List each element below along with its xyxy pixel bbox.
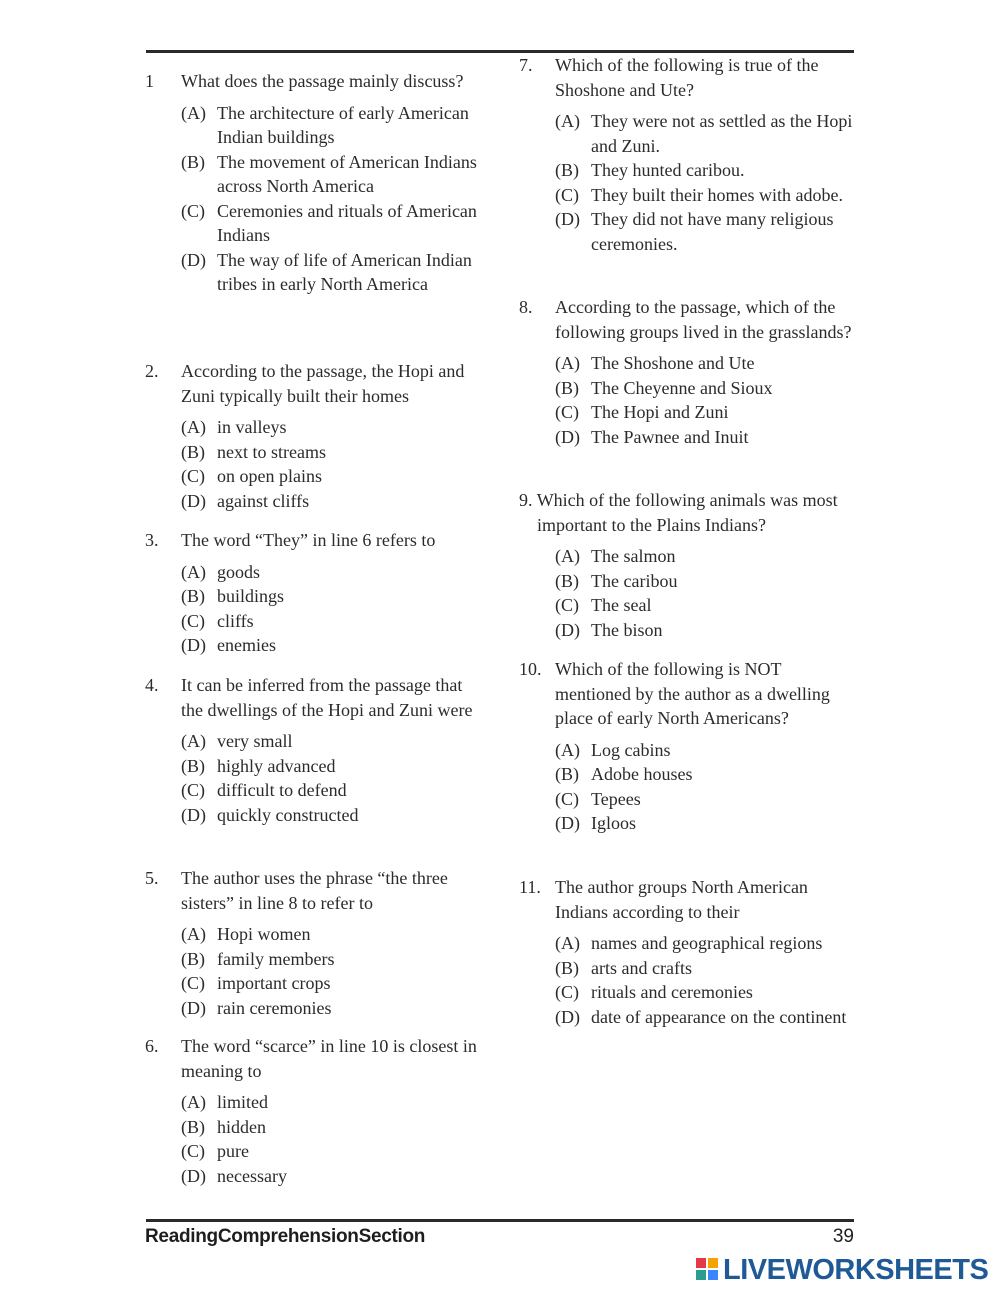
- logo-tile: [696, 1258, 706, 1268]
- question-number: 1: [145, 71, 154, 91]
- answer-option-b[interactable]: (B) The Cheyenne and Sioux: [555, 377, 773, 398]
- answer-option-d[interactable]: (D) The bison: [555, 619, 663, 640]
- question-number: 3.: [145, 530, 159, 550]
- question-text: According to the passage, which of the following groups lived in the grasslands?: [555, 297, 852, 342]
- question-text: The word “They” in line 6 refers to: [181, 530, 436, 550]
- question-3: [145, 528, 485, 658]
- answer-option-c[interactable]: (C) The Hopi and Zuni: [555, 402, 729, 422]
- answer-option-b[interactable]: (B) The caribou: [555, 570, 678, 591]
- question-1: [145, 69, 485, 297]
- answer-option-b[interactable]: (B) The movement of American Indians across North America: [181, 151, 477, 196]
- question-text: The author uses the phrase “the three sisters” in line 8 to refer to: [181, 868, 448, 913]
- answer-option-c[interactable]: (C) rituals and ceremonies: [555, 982, 753, 1002]
- answer-option-a[interactable]: (A) limited: [181, 1092, 268, 1112]
- question-number: 11.: [519, 877, 541, 897]
- answer-option-a[interactable]: (A) Hopi women: [181, 924, 311, 944]
- answer-option-a[interactable]: (A) Log cabins: [555, 739, 671, 760]
- question-number: 10.: [519, 659, 542, 679]
- answer-option-a[interactable]: (A) very small: [181, 731, 293, 751]
- bottom-rule: [146, 1219, 854, 1222]
- question-number: 8.: [519, 297, 533, 317]
- watermark-text: LIVEWORKSHEETS: [723, 1253, 989, 1286]
- answer-option-d[interactable]: (D) enemies: [181, 635, 276, 655]
- logo-tile: [696, 1270, 706, 1280]
- answer-option-b[interactable]: (B) buildings: [181, 586, 285, 606]
- answer-option-c[interactable]: (C) cliffs: [181, 610, 254, 631]
- question-text: The word “scarce” in line 10 is closest in meaning to: [181, 1036, 477, 1081]
- question-text: Which of the following is NOT mentioned by the author as a dwelling place of early North Americans?: [555, 659, 830, 728]
- answer-option-c[interactable]: (C) Ceremonies and rituals of American Indians: [181, 200, 477, 245]
- answer-option-a[interactable]: (A) The Shoshone and Ute: [555, 353, 755, 373]
- question-text: The author groups North American Indians according to their: [555, 877, 808, 922]
- answer-option-b[interactable]: (B) hidden: [181, 1116, 266, 1137]
- question-10: [519, 657, 859, 836]
- answer-option-b[interactable]: (B) next to streams: [181, 441, 326, 462]
- question-number: 9.: [519, 490, 533, 510]
- answer-option-d[interactable]: (D) date of appearance on the continent: [555, 1006, 847, 1027]
- question-7: [519, 53, 859, 256]
- answer-option-d[interactable]: (D) Igloos: [555, 813, 636, 833]
- answer-option-a[interactable]: (A) goods: [181, 561, 261, 582]
- answer-option-d[interactable]: (D) They did not have many religious ceremonies.: [555, 209, 834, 254]
- answer-option-c[interactable]: (C) They built their homes with adobe.: [555, 184, 843, 205]
- answer-option-b[interactable]: (B) family members: [181, 948, 335, 969]
- question-number: 7.: [519, 55, 533, 75]
- logo-tile: [708, 1258, 718, 1268]
- answer-option-b[interactable]: (B) They hunted caribou.: [555, 160, 745, 180]
- liveworksheets-watermark: [696, 1255, 988, 1285]
- answer-option-d[interactable]: (D) rain ceremonies: [181, 997, 332, 1018]
- answer-option-a[interactable]: (A) in valleys: [181, 417, 287, 437]
- question-number: 5.: [145, 868, 159, 888]
- question-11: [519, 875, 859, 1029]
- answer-option-a[interactable]: (A) They were not as settled as the Hopi and Zuni.: [555, 111, 853, 156]
- footer-section-title: ReadingComprehensionSection: [145, 1226, 426, 1247]
- answer-option-b[interactable]: (B) Adobe houses: [555, 764, 693, 784]
- answer-option-b[interactable]: (B) arts and crafts: [555, 957, 692, 978]
- question-text: Which of the following is true of the Shoshone and Ute?: [555, 55, 819, 100]
- answer-option-a[interactable]: (A) names and geographical regions: [555, 933, 823, 953]
- answer-option-d[interactable]: (D) quickly constructed: [181, 804, 359, 825]
- page-number: 39: [832, 1226, 854, 1247]
- question-4: [145, 673, 485, 827]
- answer-option-a[interactable]: (A) The salmon: [555, 546, 676, 566]
- question-text: According to the passage, the Hopi and Zuni typically built their homes: [181, 361, 465, 406]
- question-5: [145, 866, 485, 1020]
- logo-tile: [708, 1270, 718, 1280]
- answer-option-c[interactable]: (C) important crops: [181, 973, 331, 993]
- question-text: What does the passage mainly discuss?: [181, 71, 464, 91]
- liveworksheets-logo-icon: [696, 1258, 720, 1282]
- answer-option-c[interactable]: (C) pure: [181, 1141, 249, 1161]
- answer-option-c[interactable]: (C) difficult to defend: [181, 780, 347, 800]
- question-number: 2.: [145, 361, 159, 381]
- answer-option-c[interactable]: (C) Tepees: [555, 788, 641, 809]
- question-9: [519, 488, 859, 642]
- question-text: Which of the following animals was most important to the Plains Indians?: [536, 490, 838, 535]
- answer-option-b[interactable]: (B) highly advanced: [181, 755, 336, 776]
- question-number: 4.: [145, 675, 159, 695]
- question-6: [145, 1034, 485, 1188]
- answer-option-c[interactable]: (C) The seal: [555, 595, 652, 615]
- answer-option-d[interactable]: (D) The Pawnee and Inuit: [555, 426, 749, 447]
- question-text: It can be inferred from the passage that the dwellings of the Hopi and Zuni were: [181, 675, 473, 720]
- answer-option-d[interactable]: (D) necessary: [181, 1165, 287, 1186]
- answer-option-a[interactable]: (A) The architecture of early American Indian buildings: [181, 102, 469, 147]
- question-8: [519, 295, 859, 449]
- question-number: 6.: [145, 1036, 159, 1056]
- answer-option-d[interactable]: (D) against cliffs: [181, 490, 310, 511]
- answer-option-c[interactable]: (C) on open plains: [181, 466, 322, 486]
- question-2: [145, 359, 485, 513]
- answer-option-d[interactable]: (D) The way of life of American Indian tribes in early North America: [181, 249, 472, 294]
